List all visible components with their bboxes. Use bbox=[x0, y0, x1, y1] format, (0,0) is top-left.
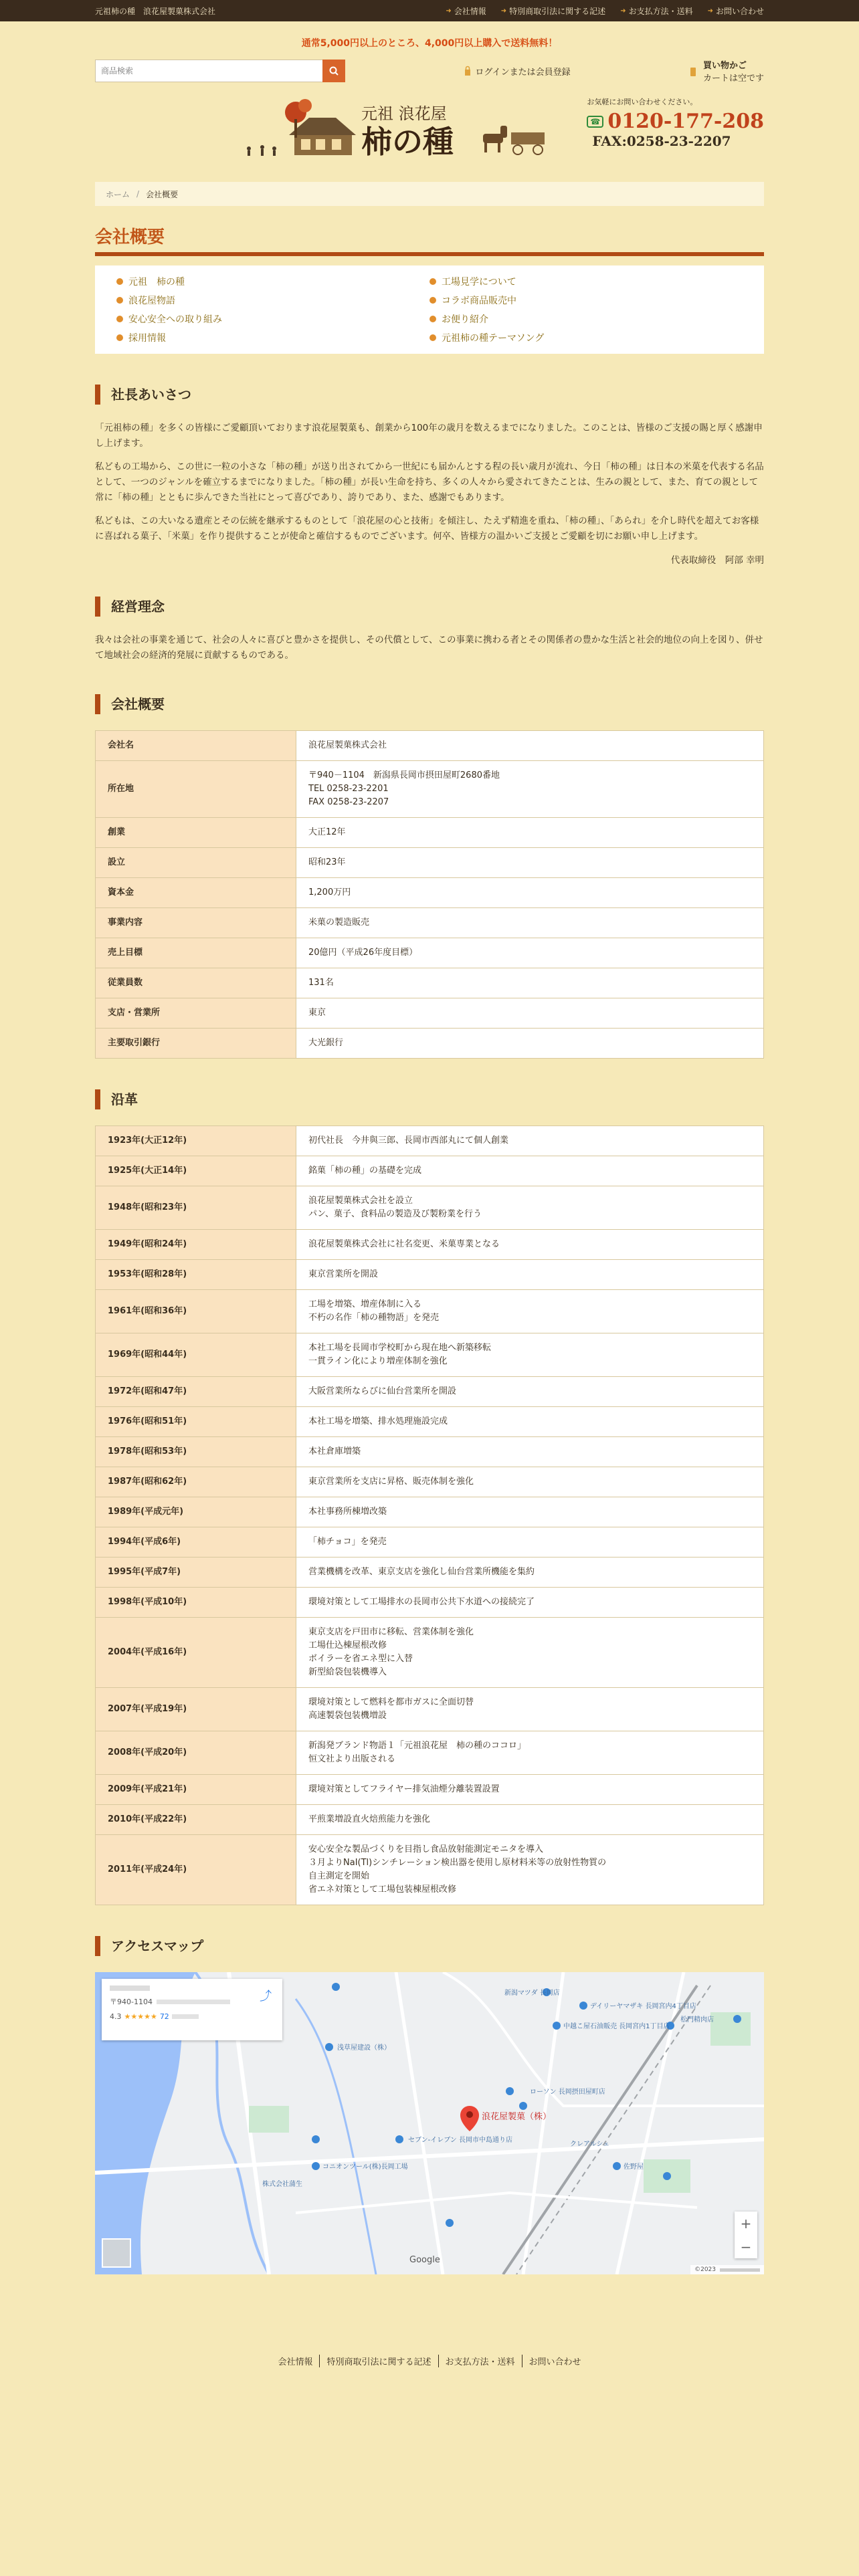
table-row-header: 1995年(平成7年) bbox=[96, 1558, 296, 1588]
logo-row bbox=[95, 92, 764, 166]
history-row bbox=[96, 1230, 764, 1260]
top-nav bbox=[446, 5, 764, 17]
access-section bbox=[95, 1936, 764, 2274]
history-row bbox=[96, 1407, 764, 1437]
link-recruit[interactable] bbox=[116, 331, 430, 344]
table-row-value bbox=[296, 1126, 764, 1156]
table-cell-line: 高速製袋包装機増設 bbox=[308, 1711, 387, 1721]
table-row-header: 創業 bbox=[96, 818, 296, 848]
map-copyright bbox=[690, 2265, 764, 2274]
table-row-header: 2007年(平成19年) bbox=[96, 1688, 296, 1731]
header-row bbox=[95, 56, 764, 86]
link-theme-song[interactable] bbox=[430, 331, 743, 344]
table-row-header: 1976年(昭和51年) bbox=[96, 1407, 296, 1437]
top-nav-label: 特別商取引法に関する記述 bbox=[509, 6, 606, 16]
history-row bbox=[96, 1527, 764, 1558]
table-row-header: 1987年(昭和62年) bbox=[96, 1467, 296, 1497]
breadcrumb-home[interactable]: ホーム bbox=[106, 189, 130, 199]
table-row-value bbox=[296, 818, 764, 848]
link-label: 工場見学について bbox=[442, 277, 516, 288]
fax-number: FAX:0258-23-2207 bbox=[592, 133, 731, 149]
table-cell-line: 浪花屋製菓株式会社 bbox=[308, 740, 387, 750]
table-cell-line: ３月よりNaI(Tl)シンチレーション検出器を使用し原材料米等の放射性物質の bbox=[308, 1858, 607, 1868]
overview-row bbox=[96, 731, 764, 761]
map-label: セブン-イレブン 長岡市中島通り店 bbox=[408, 2137, 512, 2144]
table-row-value bbox=[296, 1407, 764, 1437]
table-cell-line: 環境対策としてフライヤー排気油煙分離装置設置 bbox=[308, 1784, 500, 1794]
table-cell-line: 浪花屋製菓株式会社に社名変更、米菓専業となる bbox=[308, 1239, 500, 1249]
search-bar bbox=[95, 60, 345, 82]
table-cell-line: 自主測定を開始 bbox=[308, 1871, 370, 1881]
table-row-header: 所在地 bbox=[96, 761, 296, 818]
history-row bbox=[96, 1835, 764, 1905]
overview-section bbox=[95, 694, 764, 1059]
table-cell-line: 本社倉庫増築 bbox=[308, 1446, 361, 1457]
table-cell-line: 平煎業増設直火焙煎能力を強化 bbox=[308, 1814, 431, 1824]
table-cell-line: 1,200万円 bbox=[308, 887, 351, 897]
table-cell-line: 新型給袋包装機導入 bbox=[308, 1667, 387, 1677]
cart-icon bbox=[690, 65, 696, 77]
overview-table bbox=[95, 730, 764, 1059]
table-row-value bbox=[296, 1805, 764, 1835]
link-story[interactable] bbox=[116, 294, 430, 307]
search-button[interactable] bbox=[322, 60, 345, 82]
breadcrumb bbox=[95, 182, 764, 206]
place-card bbox=[102, 1979, 282, 2040]
login-link[interactable] bbox=[464, 65, 570, 78]
history-row bbox=[96, 1497, 764, 1527]
table-cell-line: 本社工場を長岡市学校町から現在地へ新築移転 bbox=[308, 1343, 492, 1353]
table-cell-line: 工場を増築、増産体制に入る bbox=[308, 1299, 422, 1309]
top-nav-label: お支払方法・送料 bbox=[628, 6, 693, 16]
table-row-value bbox=[296, 1835, 764, 1905]
table-row-value bbox=[296, 848, 764, 878]
link-factory-tour[interactable] bbox=[430, 275, 743, 288]
address-placeholder bbox=[157, 2000, 230, 2004]
map-label: 株式会社蒲生 bbox=[262, 2181, 302, 2188]
map-label: コニオンツール(株)長岡工場 bbox=[322, 2163, 408, 2171]
map-label: 中越こ屋石油販売 長岡宮内1丁目店 bbox=[563, 2023, 670, 2030]
breadcrumb-separator: / bbox=[136, 189, 140, 199]
table-cell-line: ボイラーを省エネ型に入替 bbox=[308, 1654, 413, 1664]
table-cell-line: 環境対策として燃料を都市ガスに全面切替 bbox=[308, 1697, 474, 1707]
section-heading: アクセスマップ bbox=[95, 1936, 764, 1956]
history-row bbox=[96, 1186, 764, 1230]
link-label: 浪花屋物語 bbox=[128, 296, 175, 306]
history-row bbox=[96, 1618, 764, 1688]
table-row-value bbox=[296, 761, 764, 818]
logo-big-text: 柿の種 bbox=[361, 124, 454, 159]
table-cell-line: 浪花屋製菓株式会社を設立 bbox=[308, 1196, 413, 1206]
history-row bbox=[96, 1688, 764, 1731]
map-label: 佐野屋 bbox=[624, 2163, 644, 2171]
top-nav-label: 会社情報 bbox=[454, 6, 486, 16]
table-row-value bbox=[296, 938, 764, 968]
overview-row bbox=[96, 848, 764, 878]
table-cell-line: 一貫ライン化により増産体制を強化 bbox=[308, 1356, 448, 1366]
table-cell-line: 安心安全な製品づくりを目指し食品放射能測定モニタを導入 bbox=[308, 1844, 544, 1854]
overview-row bbox=[96, 761, 764, 818]
search-input[interactable] bbox=[95, 60, 322, 82]
table-row-header: 売上目標 bbox=[96, 938, 296, 968]
table-row-value bbox=[296, 968, 764, 998]
top-nav-company[interactable] bbox=[446, 5, 486, 17]
bullet-icon bbox=[430, 297, 436, 304]
table-row-value bbox=[296, 1333, 764, 1377]
section-heading: 社長あいさつ bbox=[95, 385, 764, 405]
history-row bbox=[96, 1467, 764, 1497]
history-row bbox=[96, 1731, 764, 1775]
overview-row bbox=[96, 1029, 764, 1059]
table-row-value bbox=[296, 1775, 764, 1805]
directions-icon[interactable]: ⤴ bbox=[260, 1990, 272, 2004]
table-row-header: 1972年(昭和47年) bbox=[96, 1377, 296, 1407]
table-row-header: 主要取引銀行 bbox=[96, 1029, 296, 1059]
table-row-value bbox=[296, 1467, 764, 1497]
president-signature: 代表取締役 阿部 幸明 bbox=[670, 555, 764, 566]
bullet-icon bbox=[116, 278, 123, 285]
table-row-value bbox=[296, 1156, 764, 1186]
table-cell-line: 本社事務所棟増改築 bbox=[308, 1507, 387, 1517]
link-label: 元祖 柿の種 bbox=[128, 277, 185, 288]
overview-row bbox=[96, 878, 764, 908]
table-row-value bbox=[296, 1731, 764, 1775]
map-label: デイリーヤマザキ 長岡宮内4丁目店 bbox=[590, 2003, 696, 2010]
zoom-out-button[interactable]: − bbox=[740, 2238, 752, 2255]
rating-value: 4.3 bbox=[110, 2012, 122, 2021]
history-row bbox=[96, 1775, 764, 1805]
table-row-value bbox=[296, 1618, 764, 1688]
table-row-value bbox=[296, 1497, 764, 1527]
table-row-value bbox=[296, 1688, 764, 1731]
table-cell-line: TEL 0258-23-2201 bbox=[308, 784, 389, 794]
table-row-value bbox=[296, 1029, 764, 1059]
history-row bbox=[96, 1333, 764, 1377]
table-row-header: 事業内容 bbox=[96, 908, 296, 938]
map-label: ローソン 長岡摂田屋町店 bbox=[530, 2088, 605, 2096]
table-row-header: 従業員数 bbox=[96, 968, 296, 998]
table-row-header: 2008年(平成20年) bbox=[96, 1731, 296, 1775]
arrow-icon: ➜ bbox=[707, 7, 713, 15]
arrow-icon: ➜ bbox=[500, 7, 507, 15]
table-row-header: 1953年(昭和28年) bbox=[96, 1260, 296, 1290]
overview-row bbox=[96, 968, 764, 998]
table-cell-line: 米菓の製造販売 bbox=[308, 918, 370, 928]
arrow-icon: ➜ bbox=[446, 7, 452, 15]
table-cell-line: 大正12年 bbox=[308, 827, 346, 837]
overview-row bbox=[96, 998, 764, 1029]
access-map[interactable] bbox=[95, 1972, 764, 2274]
table-row-header: 1998年(平成10年) bbox=[96, 1588, 296, 1618]
page-links bbox=[95, 265, 764, 354]
table-row-value bbox=[296, 998, 764, 1029]
section-heading: 経営理念 bbox=[95, 597, 764, 617]
overview-row bbox=[96, 908, 764, 938]
contact-label: お気軽にお問い合わせください。 bbox=[587, 98, 698, 106]
table-cell-line: 東京営業所を支店に昇格、販売体制を強化 bbox=[308, 1477, 474, 1487]
greeting-section bbox=[95, 385, 764, 566]
map-year: ©2023 bbox=[694, 2266, 716, 2273]
link-label: 採用情報 bbox=[128, 333, 166, 344]
table-row-header: 1969年(昭和44年) bbox=[96, 1333, 296, 1377]
bullet-icon bbox=[430, 316, 436, 322]
table-row-value bbox=[296, 1588, 764, 1618]
table-row-value bbox=[296, 1186, 764, 1230]
footer-link-law[interactable]: 特別商取引法に関する記述 bbox=[319, 2355, 438, 2367]
history-row bbox=[96, 1156, 764, 1186]
greeting-paragraph: 私どもは、この大いなる遺産とその伝統を継承するものとして「浪花屋の心と技術」を傾注し、たえず精進を重ね、「柿の種」、「あられ」を介し時代を超えてお客様に喜ばれる菓子、「米菓」を作り提供することが使命と確信するものでございます。何卒、皆様方の温かいご支援とご愛顧を切にお願い申し上げます。 bbox=[95, 516, 759, 542]
map-label: 新潟マツダ 長岡店 bbox=[504, 1990, 560, 1997]
footer-nav bbox=[0, 2355, 859, 2381]
bullet-icon bbox=[116, 334, 123, 341]
table-cell-line: 「柿チョコ」を発売 bbox=[308, 1537, 387, 1547]
cart-link[interactable] bbox=[690, 58, 764, 84]
table-cell-line: 20億円（平成26年度目標） bbox=[308, 948, 418, 958]
footer-link-payment[interactable]: お支払方法・送料 bbox=[438, 2355, 522, 2367]
table-row-value bbox=[296, 908, 764, 938]
top-bar bbox=[0, 0, 859, 21]
section-heading: 沿革 bbox=[95, 1089, 764, 1109]
copyright-placeholder bbox=[720, 2268, 760, 2272]
zoom-controls bbox=[735, 2212, 757, 2258]
arrow-icon: ➜ bbox=[620, 7, 626, 15]
history-row bbox=[96, 1588, 764, 1618]
section-heading: 会社概要 bbox=[95, 694, 764, 714]
breadcrumb-current: 会社概要 bbox=[146, 189, 179, 199]
table-row-header: 1923年(大正12年) bbox=[96, 1126, 296, 1156]
bullet-icon bbox=[430, 334, 436, 341]
greeting-paragraph: 私どもの工場から、この世に一粒の小さな「柿の種」が送り出されてから一世紀にも届かんとする程の長い歳月が流れ、今日「柿の種」は日本の米菓を代表する名品として、一つのジャンルを確立するまでになりました。「柿の種」が長い生命を持ち、多くの人々から愛されてきたことは、生みの親として、また、育ての親として常に「柿の種」とともに歩んできた当社にとって喜びであり、誇りであり、また、感謝でもあります。 bbox=[95, 461, 764, 503]
table-cell-line: 東京営業所を開設 bbox=[308, 1269, 379, 1279]
link-safety[interactable] bbox=[116, 312, 430, 326]
free-dial-icon: ☎ bbox=[587, 116, 603, 128]
table-cell-line: 本社工場を増築、排水処理施設完成 bbox=[308, 1416, 448, 1426]
brand-logo[interactable] bbox=[235, 95, 557, 159]
table-row-header: 1948年(昭和23年) bbox=[96, 1186, 296, 1230]
table-row-value bbox=[296, 1290, 764, 1333]
link-label: 安心安全への取り組み bbox=[128, 314, 222, 325]
history-section bbox=[95, 1089, 764, 1905]
top-nav-label: お問い合わせ bbox=[715, 6, 764, 16]
overview-row bbox=[96, 818, 764, 848]
greeting-paragraph: 「元祖柿の種」を多くの皆様にご愛顧頂いております浪花屋製菓も、創業から100年の歳月を数えるまでになりました。このことは、皆様のご支援の賜と厚く感謝申し上げます。 bbox=[95, 423, 763, 449]
bullet-icon bbox=[116, 316, 123, 322]
link-original-kakinotane[interactable] bbox=[116, 275, 430, 288]
table-cell-line: 〒940－1104 新潟県長岡市摂田屋町2680番地 bbox=[308, 770, 500, 780]
history-table bbox=[95, 1125, 764, 1905]
google-logo: Google bbox=[409, 2255, 440, 2265]
footer-link-company[interactable]: 会社情報 bbox=[278, 2357, 313, 2367]
top-nav-payment[interactable] bbox=[620, 5, 692, 17]
shipping-notice: 通常5,000円以上のところ、4,000円以上購入で送料無料！ bbox=[301, 38, 558, 49]
map-label: クレアルシェ bbox=[570, 2141, 610, 2148]
history-row bbox=[96, 1805, 764, 1835]
map-pin-label: 浪花屋製菓（株） bbox=[482, 2112, 552, 2122]
table-cell-line: 東京 bbox=[308, 1008, 326, 1018]
reviews-placeholder bbox=[172, 2014, 199, 2019]
philosophy-section bbox=[95, 597, 764, 663]
bullet-icon bbox=[116, 297, 123, 304]
table-cell-line: 不朽の名作「柿の種物語」を発売 bbox=[308, 1313, 440, 1323]
table-cell-line: 131名 bbox=[308, 978, 334, 988]
cart-status: カートは空です bbox=[702, 74, 764, 84]
link-label: 元祖柿の種テーマソング bbox=[442, 333, 545, 344]
place-name-bar bbox=[110, 1985, 150, 1991]
bullet-icon bbox=[430, 278, 436, 285]
cart-title: 買い物かご bbox=[702, 61, 747, 71]
lock-icon bbox=[464, 66, 471, 76]
place-zip: 〒940-1104 bbox=[110, 1998, 153, 2006]
map-label: 松門精肉店 bbox=[680, 2016, 714, 2024]
table-cell-line: 東京支店を戸田市に移転、営業体制を強化 bbox=[308, 1627, 474, 1637]
table-cell-line: 大光銀行 bbox=[308, 1038, 344, 1048]
table-row-header: 1989年(平成元年) bbox=[96, 1497, 296, 1527]
table-row-header: 1949年(昭和24年) bbox=[96, 1230, 296, 1260]
table-row-header: 2009年(平成21年) bbox=[96, 1775, 296, 1805]
table-cell-line: 銘菓「柿の種」の基礎を完成 bbox=[308, 1166, 422, 1176]
contact-block bbox=[587, 96, 764, 149]
top-nav-law[interactable] bbox=[501, 5, 605, 17]
table-cell-line: 省エネ対策として工場包装棟屋根改修 bbox=[308, 1885, 457, 1895]
table-row-header: 支店・営業所 bbox=[96, 998, 296, 1029]
star-icon: ★★★★★ bbox=[124, 2012, 157, 2021]
table-cell-line: 工場仕込棟屋根改修 bbox=[308, 1640, 387, 1650]
map-thumbnail[interactable] bbox=[102, 2238, 131, 2268]
company-name: 元祖柿の種 浪花屋製菓株式会社 bbox=[95, 6, 216, 16]
philosophy-text: 我々は会社の事業を通じて、社会の人々に喜びと豊かさを提供し、その代償として、この事業に携わる者とその関係者の豊かな生活と社会的地位の向上を図り、併せて地域社会の経済的発展に貢献するものである。 bbox=[95, 635, 763, 661]
link-collab[interactable] bbox=[430, 294, 743, 307]
link-label: お便り紹介 bbox=[442, 314, 488, 325]
table-row-header: 資本金 bbox=[96, 878, 296, 908]
table-row-value bbox=[296, 1230, 764, 1260]
table-row-value bbox=[296, 1558, 764, 1588]
history-row bbox=[96, 1260, 764, 1290]
history-row bbox=[96, 1126, 764, 1156]
table-row-header: 2010年(平成22年) bbox=[96, 1805, 296, 1835]
table-row-value bbox=[296, 1377, 764, 1407]
footer-link-contact[interactable]: お問い合わせ bbox=[522, 2355, 588, 2367]
table-row-header: 1961年(昭和36年) bbox=[96, 1290, 296, 1333]
search-icon bbox=[329, 66, 339, 76]
table-cell-line: 大阪営業所ならびに仙台営業所を開設 bbox=[308, 1386, 457, 1396]
table-row-value bbox=[296, 731, 764, 761]
table-row-header: 2004年(平成16年) bbox=[96, 1618, 296, 1688]
zoom-in-button[interactable]: + bbox=[740, 2215, 752, 2232]
table-cell-line: 営業機構を改革、東京支店を強化し仙台営業所機能を集約 bbox=[308, 1567, 535, 1577]
table-row-header: 1978年(昭和53年) bbox=[96, 1437, 296, 1467]
table-cell-line: パン、菓子、食料品の製造及び製粉業を行う bbox=[308, 1209, 482, 1219]
link-label: コラボ商品販売中 bbox=[442, 296, 516, 306]
overview-row bbox=[96, 938, 764, 968]
table-row-header: 会社名 bbox=[96, 731, 296, 761]
history-row bbox=[96, 1437, 764, 1467]
table-cell-line: FAX 0258-23-2207 bbox=[308, 797, 389, 807]
login-label: ログインまたは会員登録 bbox=[475, 67, 571, 78]
history-row bbox=[96, 1290, 764, 1333]
link-letters[interactable] bbox=[430, 312, 743, 326]
table-row-header: 1994年(平成6年) bbox=[96, 1527, 296, 1558]
review-count[interactable]: 72 bbox=[159, 2012, 169, 2021]
table-row-header: 1925年(大正14年) bbox=[96, 1156, 296, 1186]
page-title: 会社概要 bbox=[95, 223, 764, 256]
table-row-value bbox=[296, 1527, 764, 1558]
top-nav-contact[interactable] bbox=[708, 5, 764, 17]
history-row bbox=[96, 1377, 764, 1407]
logo-small-text: 元祖 浪花屋 bbox=[361, 104, 447, 123]
table-row-header: 設立 bbox=[96, 848, 296, 878]
map-label: 浅草屋建設（株） bbox=[337, 2044, 391, 2052]
table-cell-line: 昭和23年 bbox=[308, 857, 346, 867]
table-cell-line: 初代社長 今井與三郎、長岡市西部丸にて個人創業 bbox=[308, 1136, 509, 1146]
table-cell-line: 環境対策として工場排水の長岡市公共下水道への接続完了 bbox=[308, 1597, 535, 1607]
phone-number[interactable] bbox=[587, 110, 764, 133]
table-row-header: 2011年(平成24年) bbox=[96, 1835, 296, 1905]
table-cell-line: 恒文社より出版される bbox=[308, 1754, 396, 1764]
table-cell-line: 新潟発ブランド物語１「元祖浪花屋 柿の種のココロ」 bbox=[308, 1741, 527, 1751]
table-row-value bbox=[296, 1437, 764, 1467]
history-row bbox=[96, 1558, 764, 1588]
table-row-value bbox=[296, 878, 764, 908]
phone-text: 0120-177-208 bbox=[607, 110, 764, 133]
table-row-value bbox=[296, 1260, 764, 1290]
